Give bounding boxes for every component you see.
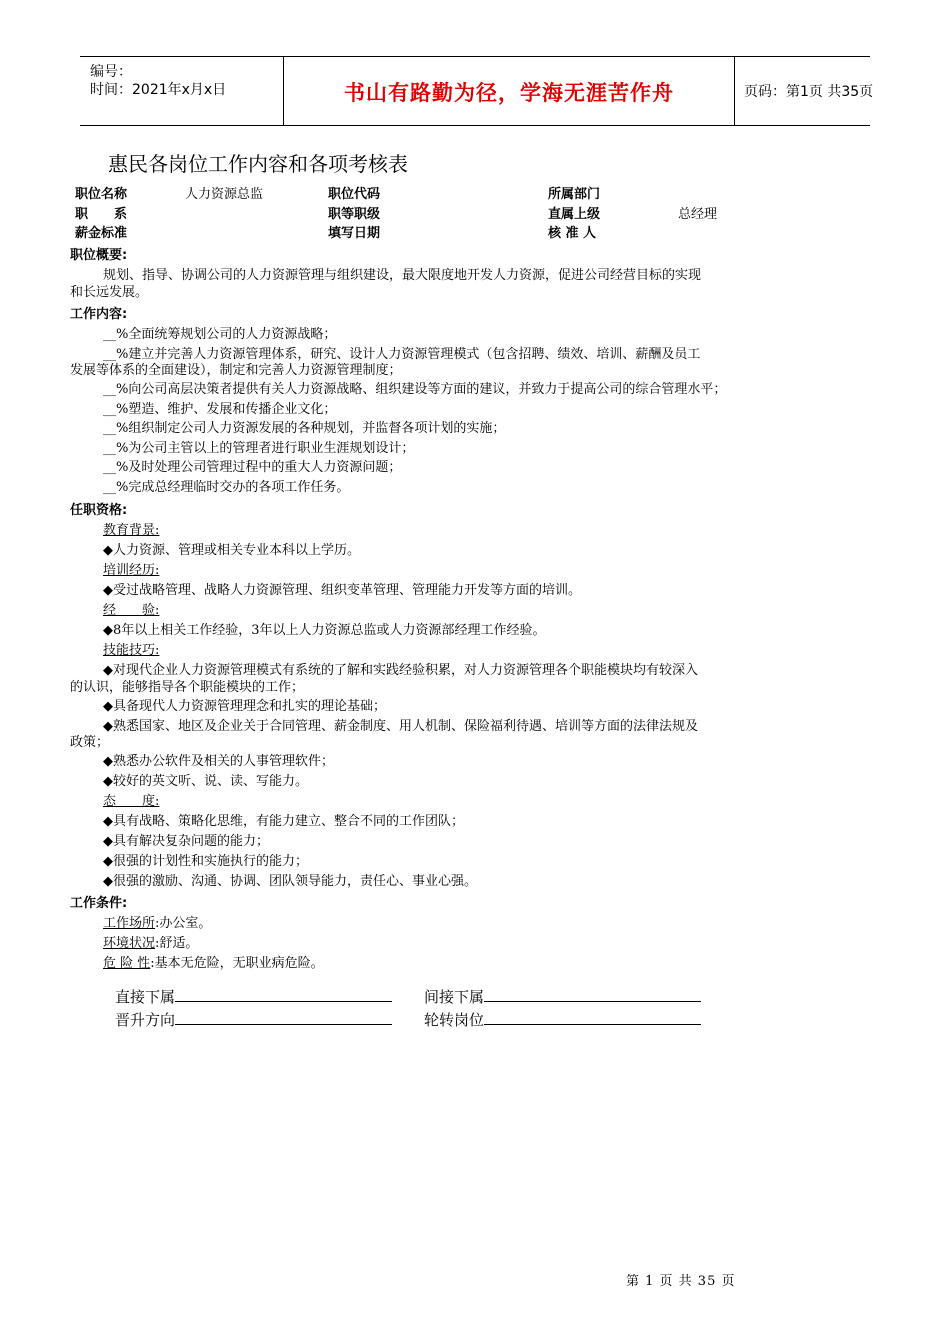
rotation-field[interactable] [424, 1009, 701, 1030]
attitude-label: 态 度: [103, 794, 160, 809]
indirect-subordinate-label: 间接下属 [424, 988, 485, 1006]
rotation-blank[interactable] [484, 1009, 701, 1025]
promotion-field[interactable] [115, 1009, 392, 1030]
risk-row [103, 952, 324, 971]
education-label: 教育背景: [103, 523, 160, 538]
direct-subordinate-blank[interactable] [175, 986, 392, 1002]
grade-label: 职等职级 [328, 207, 381, 222]
experience-label: 经 验: [103, 603, 160, 618]
rotation-label: 轮转岗位 [424, 1011, 485, 1029]
position-name-label: 职位名称 [75, 187, 128, 202]
position-code-label: 职位代码 [328, 187, 381, 202]
fill-date-label: 填写日期 [328, 226, 381, 241]
environment-label: 环境状况 [103, 936, 156, 951]
motto-text: 书山有路勤为径，学海无涯苦作舟 [344, 81, 674, 105]
work-item: __%完成总经理临时交办的各项工作任务。 [103, 480, 350, 495]
work-item: __%建立并完善人力资源管理体系，研究、设计人力资源管理模式（包含招聘、绩效、培训、薪酬及员工 [103, 347, 701, 362]
superior-value: 总经理 [678, 207, 718, 222]
document-number-label: 编号： [90, 64, 132, 80]
promotion-blank[interactable] [175, 1009, 392, 1025]
skills-item: 政策； [70, 735, 110, 750]
attitude-item: ◆具有解决复杂问题的能力； [103, 834, 269, 849]
overview-line: 规划、指导、协调公司的人力资源管理与组织建设，最大限度地开发人力资源，促进公司经营目标的实现 [103, 268, 702, 283]
work-item: __%全面统筹规划公司的人力资源战略； [103, 327, 337, 342]
attitude-item: ◆具有战略、策略化思维，有能力建立、整合不同的工作团队； [103, 814, 464, 829]
work-place-value: :办公室。 [155, 916, 212, 931]
superior-label: 直属上级 [548, 207, 601, 222]
training-text: ◆受过战略管理、战略人力资源管理、组织变革管理、管理能力开发等方面的培训。 [103, 583, 581, 598]
environment-value: :舒适。 [155, 936, 199, 951]
work-item: __%组织制定公司人力资源发展的各种规划，并监督各项计划的实施； [103, 421, 506, 436]
education-text: ◆人力资源、管理或相关专业本科以上学历。 [103, 543, 360, 558]
promotion-label: 晋升方向 [115, 1011, 176, 1029]
work-item: __%向公司高层决策者提供有关人力资源战略、组织建设等方面的建议，并致力于提高公司的综合管理水平； [103, 382, 727, 397]
conditions-heading: 工作条件: [70, 896, 128, 911]
department-label: 所属部门 [548, 187, 601, 202]
work-heading: 工作内容: [70, 307, 128, 322]
work-item: __%为公司主管以上的管理者进行职业生涯规划设计； [103, 441, 415, 456]
series-label: 职 系 [75, 207, 128, 222]
qualification-heading: 任职资格: [70, 503, 128, 518]
experience-text: ◆8年以上相关工作经验，3年以上人力资源总监或人力资源部经理工作经验。 [103, 623, 546, 638]
header-motto-cell [283, 57, 735, 125]
work-place-label: 工作场所 [103, 916, 156, 931]
skills-item: ◆熟悉国家、地区及企业关于合同管理、薪金制度、用人机制、保险福利待遇、培训等方面的法律法规及 [103, 719, 698, 734]
page-number-label: 页码：第1页 共35页 [744, 84, 874, 100]
work-item: __%塑造、维护、发展和传播企业文化； [103, 402, 337, 417]
attitude-item: ◆很强的计划性和实施执行的能力； [103, 854, 308, 869]
approver-label: 核 准 人 [548, 226, 597, 241]
page-title: 惠民各岗位工作内容和各项考核表 [108, 152, 408, 176]
indirect-subordinate-field[interactable] [424, 986, 701, 1007]
risk-label: 危 险 性 [103, 956, 151, 971]
overview-heading: 职位概要: [70, 248, 128, 263]
page-footer: 第 1 页 共 35 页 [626, 1274, 736, 1289]
training-label: 培训经历: [103, 563, 160, 578]
risk-value: :基本无危险，无职业病危险。 [150, 956, 324, 971]
skills-label: 技能技巧: [103, 643, 160, 658]
header-table [80, 56, 874, 126]
skills-item: ◆较好的英文听、说、读、写能力。 [103, 774, 308, 789]
indirect-subordinate-blank[interactable] [484, 986, 701, 1002]
attitude-item: ◆很强的激励、沟通、协调、团队领导能力，责任心、事业心强。 [103, 874, 477, 889]
work-item: __%及时处理公司管理过程中的重大人力资源问题； [103, 460, 402, 475]
header-page-cell [734, 57, 874, 125]
position-name-value: 人力资源总监 [185, 187, 264, 202]
skills-item: ◆熟悉办公软件及相关的人事管理软件； [103, 754, 334, 769]
skills-item: ◆具备现代人力资源管理理念和扎实的理论基础； [103, 699, 386, 714]
skills-item: ◆对现代企业人力资源管理模式有系统的了解和实践经验积累，对人力资源管理各个职能模块均有较深入 [103, 663, 698, 678]
direct-subordinate-field[interactable] [115, 986, 392, 1007]
overview-line: 和长远发展。 [70, 285, 149, 300]
salary-label: 薪金标准 [75, 226, 128, 241]
header-meta-cell [80, 57, 283, 125]
environment-row [103, 932, 198, 951]
work-place-row [103, 912, 211, 931]
work-item: 发展等体系的全面建设），制定和完善人力资源管理制度； [70, 363, 402, 378]
skills-item: 的认识，能够指导各个职能模块的工作； [70, 680, 305, 695]
document-time-label: 时间：2021年x月x日 [90, 82, 227, 98]
direct-subordinate-label: 直接下属 [115, 988, 176, 1006]
